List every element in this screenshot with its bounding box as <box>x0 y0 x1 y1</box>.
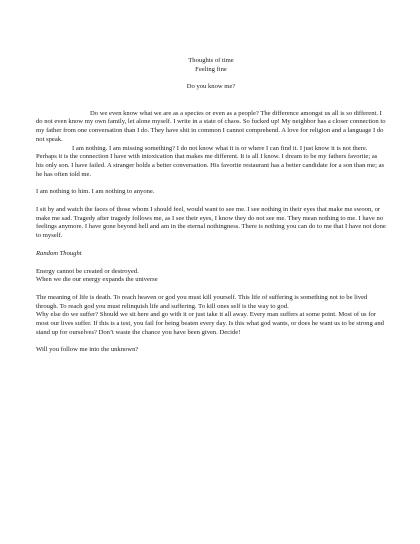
paragraph-3: I am nothing to him. I am nothing to anyone. <box>36 188 155 196</box>
paragraph-2: I am nothing. I am missing something? I do not know what it is or where I can find it. I just know it is not there. Perhaps it is the connection I have with intoxication that makes me different. It is all I know. I dream to be my fathers favorite; as his only son. I have failed. A stranger holds a better conversation. His favorite restaurant has a better candidate for a son than me; as he has often told me. <box>36 144 385 178</box>
paragraph-8: Will you follow me into the unknown? <box>36 346 139 354</box>
document-subtitle: Feeling fine <box>195 66 227 73</box>
paragraph-5-line-2: When we die our energy expands the universe <box>36 276 158 284</box>
paragraph-6: The meaning of life is death. To reach heaven or god you must kill yourself. This life of suffering is something not to be lived through. To reach god you must relinquish life and suffering. To kill ones self is the way to god. <box>36 293 368 310</box>
opening-question: Do you know me? <box>186 83 236 90</box>
title-block <box>36 56 386 74</box>
paragraph-1: Do we even know what we are as a species or even as a people? The difference amongst us all is so different. I do not even know my own family, let alone myself. I write in a state of chaos. So fucked up! My neighbor has a closer connection to my father from one conversation than I do. They have shit in common I cannot comprehend. A love for religion and a language I do not speak. <box>36 109 386 143</box>
document-page <box>36 56 386 355</box>
paragraph-4: I sit by and watch the faces of those whom I should feel, would want to see me. I see nothing in their eyes that make me swoon, or make me sad. Tragedy after tragedy follows me, as I see their eyes, I know they do not see me. They mean nothing to me. I have no feelings anymore. I have gone beyond hell and am in the eternal nothingness. There is nothing you can do to me that I have not done to myself. <box>36 206 386 240</box>
paragraph-5-line-1: Energy cannot be created or destroyed. <box>36 267 139 275</box>
document-title: Thoughts of time <box>188 57 234 64</box>
paragraph-7: Why else do we suffer? Should we sit here and go with it or just take it all away. Every man suffers at some point. Most of us for most our lives suffer. If this is a test, you fail for being beaten every day. Is this what god wants, or does he want us to be strong and stand up for ourselves? Don’t waste the chance you have been given. Decide! <box>36 311 384 336</box>
section-heading: Random Thought <box>36 249 82 257</box>
